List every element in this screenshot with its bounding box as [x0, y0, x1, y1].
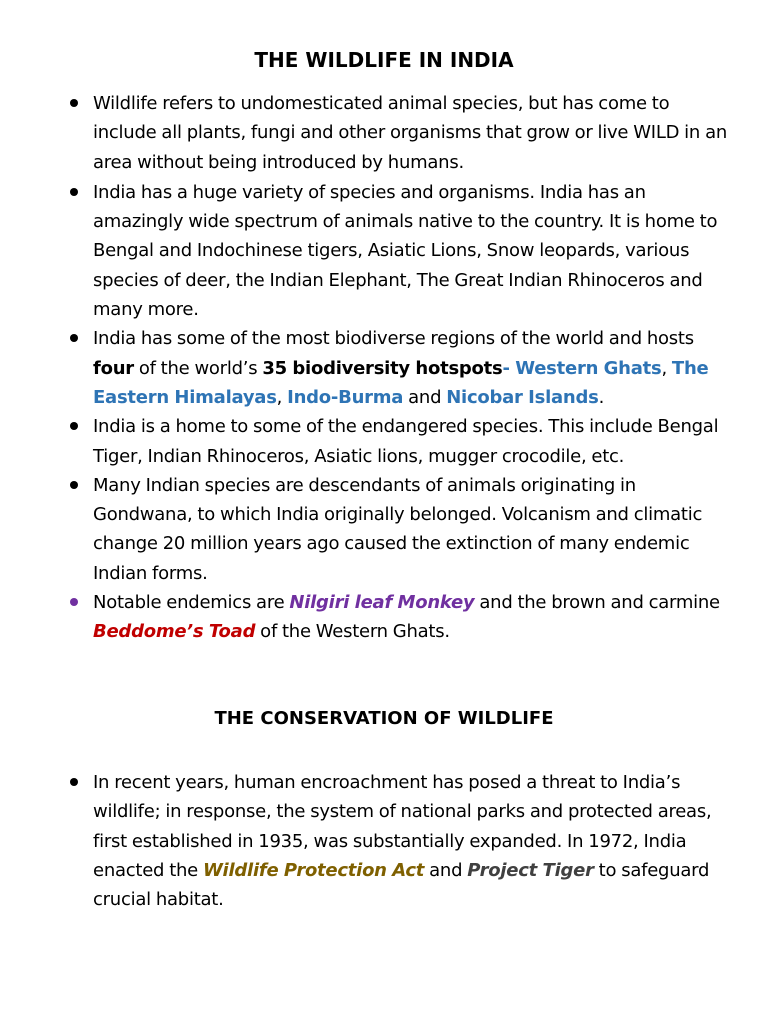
list-item-text: India has some of the most biodiverse regions of the world and hosts — [93, 328, 694, 350]
conjunction: and — [424, 859, 468, 881]
list-item-text: Many Indian species are descendants of animals originating in Gondwana, to which India originally belonged. Volcanism and climatic change 20 million years ago caused the extinction of many endemic Indian forms. — [93, 474, 703, 584]
conservation-list — [0, 768, 768, 914]
conjunction: and — [403, 386, 447, 408]
list-item — [0, 588, 768, 647]
bullet-icon — [70, 481, 78, 489]
list-item-text: and the brown and carmine — [474, 592, 720, 614]
period: . — [598, 386, 605, 408]
bullet-icon — [70, 598, 78, 606]
list-item-text: Notable endemics are — [93, 592, 290, 614]
hotspot-western-ghats: Western Ghats — [515, 357, 662, 379]
bullet-icon — [70, 188, 78, 196]
list-item-text: of the world’s — [133, 357, 263, 379]
wildlife-list — [0, 89, 768, 647]
list-item — [0, 178, 768, 324]
list-item-text: In recent years, human encroachment has posed a threat to India’s wildlife; in response, the system of national parks and protected areas, first established in 1935, was substantially expanded. In 1972, India enacted the — [93, 772, 712, 881]
separator: , — [276, 386, 288, 408]
list-item — [0, 412, 768, 471]
emphasis-four: four — [93, 357, 134, 379]
section-title: THE CONSERVATION OF WILDLIFE — [214, 708, 554, 729]
hotspot-eastern-himalayas: The Eastern Himalayas — [93, 357, 709, 408]
bullet-icon — [70, 99, 78, 107]
hotspot-indo-burma: Indo-Burma — [287, 386, 404, 408]
hotspot-nicobar-islands: Nicobar Islands — [446, 386, 599, 408]
list-item-text: India is a home to some of the endangered species. This include Bengal Tiger, Indian Rhinoceros, Asiatic lions, mugger crocodile, etc. — [93, 416, 719, 467]
page-title: THE WILDLIFE IN INDIA — [254, 48, 514, 72]
list-item-text: of the Western Ghats. — [255, 621, 450, 643]
wildlife-protection-act: Wildlife Protection Act — [202, 859, 425, 881]
hotspot-dash: - — [502, 357, 516, 379]
bullet-icon — [70, 422, 78, 430]
emphasis-hotspots: 35 biodiversity hotspots — [262, 357, 503, 379]
list-item-text: Wildlife refers to undomesticated animal species, but has come to include all plants, fungi and other organisms that grow or live WILD in an area without being introduced by humans. — [93, 93, 728, 173]
list-item — [0, 324, 768, 412]
list-item — [0, 768, 768, 914]
bullet-icon — [70, 778, 78, 786]
list-item — [0, 89, 768, 177]
project-tiger: Project Tiger — [467, 859, 594, 881]
list-item — [0, 471, 768, 588]
list-item-text: to safeguard crucial habitat. — [93, 859, 710, 911]
species-beddomes-toad: Beddome’s Toad — [93, 621, 256, 643]
separator: , — [661, 357, 672, 379]
list-item-text: India has a huge variety of species and organisms. India has an amazingly wide spectrum of animals native to the country. It is home to Bengal and Indochinese tigers, Asiatic Lions, Snow leopards, various species of deer, the Indian Elephant, The Great Indian Rhinoceros and many more. — [93, 181, 718, 321]
species-nilgiri-monkey: Nilgiri leaf Monkey — [289, 592, 475, 614]
bullet-icon — [70, 334, 78, 342]
